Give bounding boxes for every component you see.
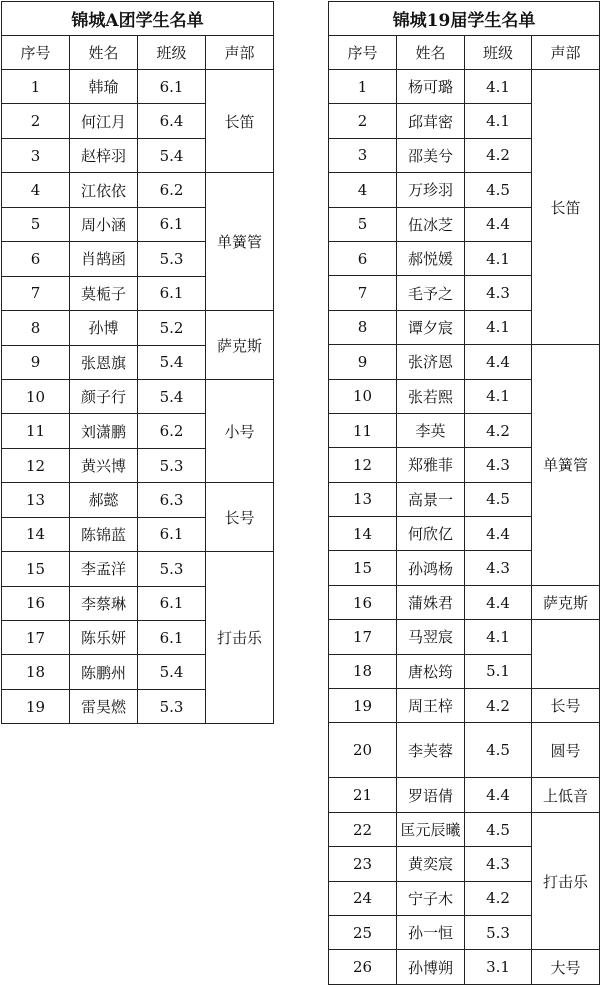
cell-section: 长号	[206, 483, 274, 552]
cell-name: 李芙蓉	[397, 723, 465, 778]
cell-name: 孙鸿杨	[397, 551, 465, 585]
cell-class: 4.1	[465, 70, 532, 104]
col-header-section: 声部	[206, 36, 274, 70]
cell-class: 5.4	[138, 138, 206, 172]
cell-index: 10	[2, 379, 70, 413]
cell-class: 3.1	[465, 950, 532, 984]
cell-index: 10	[329, 379, 397, 413]
cell-name: 万珍羽	[397, 173, 465, 207]
cell-index: 5	[2, 207, 70, 241]
cell-index: 7	[2, 276, 70, 310]
cell-index: 14	[2, 517, 70, 551]
cell-index: 15	[2, 552, 70, 586]
cell-class: 4.2	[465, 881, 532, 915]
cell-class: 6.2	[138, 414, 206, 448]
cell-name: 肖鹄函	[70, 242, 138, 276]
cell-name: 杨可璐	[397, 70, 465, 104]
cell-name: 莫栀子	[70, 276, 138, 310]
cell-index: 16	[329, 585, 397, 619]
cell-class: 4.1	[465, 379, 532, 413]
cell-name: 郑雅菲	[397, 448, 465, 482]
cell-class: 6.1	[138, 276, 206, 310]
cell-class: 6.2	[138, 173, 206, 207]
table-row	[2, 552, 274, 586]
cell-index: 25	[329, 915, 397, 949]
cell-name: 张若熙	[397, 379, 465, 413]
cell-name: 李蔡琳	[70, 586, 138, 620]
cell-index: 18	[329, 654, 397, 688]
table-b-header-row	[329, 36, 600, 70]
cell-name: 何欣亿	[397, 517, 465, 551]
cell-index: 1	[329, 70, 397, 104]
cell-index: 1	[2, 70, 70, 104]
cell-index: 20	[329, 723, 397, 778]
cell-name: 唐松筠	[397, 654, 465, 688]
cell-class: 4.2	[465, 138, 532, 172]
table-row	[329, 620, 600, 654]
cell-name: 周王梓	[397, 689, 465, 723]
cell-index: 19	[2, 689, 70, 723]
cell-name: 张恩旗	[70, 345, 138, 379]
cell-index: 11	[329, 413, 397, 447]
cell-class: 5.4	[138, 345, 206, 379]
table-row	[2, 483, 274, 517]
cell-class: 4.1	[465, 310, 532, 344]
cell-class: 6.4	[138, 104, 206, 138]
col-header-class: 班级	[465, 36, 532, 70]
cell-index: 23	[329, 847, 397, 881]
cell-name: 马翌宸	[397, 620, 465, 654]
cell-index: 3	[329, 138, 397, 172]
cell-section: 长号	[532, 689, 600, 723]
cell-class: 6.1	[138, 517, 206, 551]
cell-class: 6.1	[138, 70, 206, 104]
cell-class: 4.1	[465, 620, 532, 654]
cell-class: 4.3	[465, 847, 532, 881]
cell-index: 6	[2, 242, 70, 276]
cell-section: 长笛	[206, 70, 274, 173]
cell-index: 9	[329, 345, 397, 379]
cell-name: 孙博朔	[397, 950, 465, 984]
cell-section: 长笛	[532, 70, 600, 345]
table-b	[328, 1, 600, 985]
cell-class: 5.2	[138, 311, 206, 345]
cell-name: 宁子木	[397, 881, 465, 915]
cell-index: 5	[329, 207, 397, 241]
cell-name: 邵美兮	[397, 138, 465, 172]
cell-index: 3	[2, 138, 70, 172]
cell-name: 郝懿	[70, 483, 138, 517]
cell-name: 颜子行	[70, 379, 138, 413]
cell-index: 9	[2, 345, 70, 379]
cell-class: 4.4	[465, 585, 532, 619]
cell-class: 5.4	[138, 655, 206, 689]
cell-name: 江依依	[70, 173, 138, 207]
cell-index: 16	[2, 586, 70, 620]
cell-index: 24	[329, 881, 397, 915]
cell-name: 韩瑜	[70, 70, 138, 104]
table-row	[2, 311, 274, 345]
cell-class: 4.2	[465, 689, 532, 723]
cell-section: 大号	[532, 950, 600, 984]
cell-name: 黄奕宸	[397, 847, 465, 881]
col-header-name: 姓名	[397, 36, 465, 70]
cell-name: 谭夕宸	[397, 310, 465, 344]
table-a-header-row	[2, 36, 274, 70]
cell-index: 17	[2, 621, 70, 655]
cell-class: 5.3	[138, 448, 206, 482]
cell-index: 14	[329, 517, 397, 551]
table-row	[329, 723, 600, 778]
cell-section-empty	[532, 620, 600, 689]
cell-class: 5.4	[138, 379, 206, 413]
cell-name: 李英	[397, 413, 465, 447]
table-row	[329, 812, 600, 846]
cell-class: 6.3	[138, 483, 206, 517]
cell-index: 13	[2, 483, 70, 517]
cell-name: 郝悦媛	[397, 241, 465, 275]
cell-name: 邱茸密	[397, 104, 465, 138]
cell-section: 上低音	[532, 778, 600, 812]
table-row	[329, 70, 600, 104]
cell-class: 4.1	[465, 241, 532, 275]
table-row	[2, 173, 274, 207]
cell-name: 周小涵	[70, 207, 138, 241]
cell-index: 6	[329, 241, 397, 275]
cell-section: 打击乐	[532, 812, 600, 950]
cell-index: 2	[329, 104, 397, 138]
cell-index: 22	[329, 812, 397, 846]
cell-class: 4.1	[465, 104, 532, 138]
cell-index: 8	[329, 310, 397, 344]
cell-class: 4.4	[465, 207, 532, 241]
cell-index: 4	[329, 173, 397, 207]
cell-section: 萨克斯	[206, 311, 274, 380]
cell-section: 打击乐	[206, 552, 274, 724]
cell-class: 4.5	[465, 173, 532, 207]
table-a-title: 锦城A团学生名单	[2, 2, 274, 36]
cell-name: 孙一恒	[397, 915, 465, 949]
cell-name: 匡元辰曦	[397, 812, 465, 846]
cell-class: 4.4	[465, 345, 532, 379]
cell-class: 4.3	[465, 448, 532, 482]
cell-class: 4.3	[465, 276, 532, 310]
cell-index: 11	[2, 414, 70, 448]
table-a	[1, 1, 274, 724]
col-header-index: 序号	[2, 36, 70, 70]
cell-class: 5.3	[138, 242, 206, 276]
cell-name: 陈鹏州	[70, 655, 138, 689]
cell-section: 单簧管	[206, 173, 274, 311]
cell-index: 12	[329, 448, 397, 482]
cell-name: 黄兴博	[70, 448, 138, 482]
cell-class: 4.3	[465, 551, 532, 585]
cell-name: 毛予之	[397, 276, 465, 310]
cell-name: 赵梓羽	[70, 138, 138, 172]
col-header-section: 声部	[532, 36, 600, 70]
cell-name: 刘潇鹏	[70, 414, 138, 448]
cell-section: 圆号	[532, 723, 600, 778]
cell-index: 7	[329, 276, 397, 310]
cell-name: 孙博	[70, 311, 138, 345]
table-row	[329, 585, 600, 619]
table-row	[329, 345, 600, 379]
cell-class: 6.1	[138, 586, 206, 620]
cell-index: 8	[2, 311, 70, 345]
table-row	[2, 70, 274, 104]
cell-index: 12	[2, 448, 70, 482]
cell-class: 4.4	[465, 517, 532, 551]
cell-index: 21	[329, 778, 397, 812]
table-row	[329, 950, 600, 984]
cell-name: 高景一	[397, 482, 465, 516]
cell-name: 雷昊燃	[70, 689, 138, 723]
col-header-index: 序号	[329, 36, 397, 70]
cell-section: 萨克斯	[532, 585, 600, 619]
cell-section: 单簧管	[532, 345, 600, 586]
cell-class: 5.3	[465, 915, 532, 949]
cell-section: 小号	[206, 379, 274, 482]
cell-index: 13	[329, 482, 397, 516]
cell-name: 何江月	[70, 104, 138, 138]
cell-name: 张济恩	[397, 345, 465, 379]
cell-class: 6.1	[138, 621, 206, 655]
cell-index: 4	[2, 173, 70, 207]
cell-index: 15	[329, 551, 397, 585]
cell-name: 罗语倩	[397, 778, 465, 812]
table-b-title: 锦城19届学生名单	[329, 2, 600, 36]
cell-index: 19	[329, 689, 397, 723]
col-header-class: 班级	[138, 36, 206, 70]
cell-name: 蒲姝君	[397, 585, 465, 619]
cell-index: 17	[329, 620, 397, 654]
cell-class: 5.3	[138, 552, 206, 586]
cell-index: 18	[2, 655, 70, 689]
cell-class: 5.1	[465, 654, 532, 688]
cell-class: 4.5	[465, 482, 532, 516]
cell-index: 2	[2, 104, 70, 138]
cell-class: 6.1	[138, 207, 206, 241]
cell-class: 4.5	[465, 723, 532, 778]
table-row	[2, 379, 274, 413]
col-header-name: 姓名	[70, 36, 138, 70]
table-row	[329, 689, 600, 723]
cell-index: 26	[329, 950, 397, 984]
cell-class: 4.2	[465, 413, 532, 447]
cell-name: 陈锦蓝	[70, 517, 138, 551]
cell-class: 4.5	[465, 812, 532, 846]
cell-name: 伍冰芝	[397, 207, 465, 241]
cell-class: 5.3	[138, 689, 206, 723]
cell-class: 4.4	[465, 778, 532, 812]
table-row	[329, 778, 600, 812]
cell-name: 陈乐妍	[70, 621, 138, 655]
cell-name: 李孟洋	[70, 552, 138, 586]
